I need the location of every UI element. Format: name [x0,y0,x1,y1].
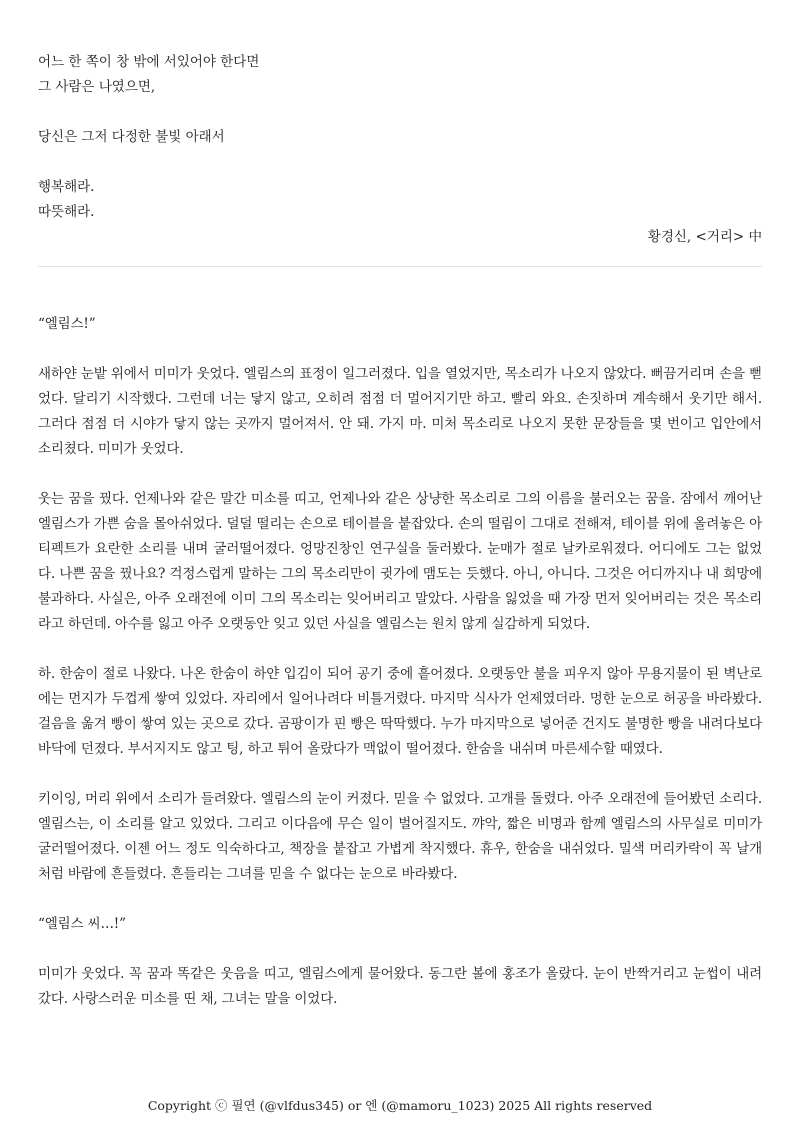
story-paragraph: 미미가 웃었다. 꼭 꿈과 똑같은 웃음을 띠고, 엘림스에게 물어왔다. 동그란 볼에 홍조가 올랐다. 눈이 반짝거리고 눈썹이 내려갔다. 사랑스러운 미소를 띤 채, 그녀는 말을 이었다. [38,966,762,1007]
poem-line: 당신은 그저 다정한 불빛 아래서 [38,129,225,145]
poem-line: 그 사람은 나였으면, [38,79,156,95]
story-paragraph: 새하얀 눈밭 위에서 미미가 웃었다. 엘림스의 표정이 일그러졌다. 입을 열었지만, 목소리가 나오지 않았다. 뻐끔거리며 손을 뻗었다. 달리기 시작했다. 그런데 너는 닿지 않고, 오히려 점점 더 멀어지기만 하고. 빨리 와요. 손짓하며 계속해서 웃기만 해서. 그러다 점점 더 시야가 닿지 않는 곳까지 멀어져서. 안 돼. 가지 마. 미처 목소리로 나오지 못한 문장들을 몇 번이고 입안에서 소리쳤다. 미미가 웃었다. [38,366,762,457]
copyright-footer: Copyright ⓒ 필연 (@vlfdus345) or 엔 (@mamoru_1023) 2025 All rights reserved [147,1098,653,1113]
poem-line: 행복해라. [38,179,95,195]
story-paragraph: 하. 한숨이 절로 나왔다. 나온 한숨이 하얀 입김이 되어 공기 중에 흩어졌다. 오랫동안 불을 피우지 않아 무용지물이 된 벽난로에는 먼지가 두껍게 쌓여 있었다. 자리에서 일어나려다 비틀거렸다. 마지막 식사가 언제였더라. 멍한 눈으로 허공을 바라봤다. 걸음을 옮겨 빵이 쌓여 있는 곳으로 갔다. 곰팡이가 핀 빵은 딱딱했다. 누가 마지막으로 넣어준 건지도 불명한 빵을 내려다보다 바닥에 던졌다. 부서지지도 않고 팅, 하고 튀어 올랐다가 맥없이 떨어졌다. 한숨을 내쉬며 마른세수할 때였다. [38,666,762,757]
section-divider [38,266,762,267]
story-body [38,312,762,1012]
story-paragraph: 키이잉, 머리 위에서 소리가 들려왔다. 엘림스의 눈이 커졌다. 믿을 수 없었다. 고개를 돌렸다. 아주 오래전에 들어봤던 소리다. 엘림스는, 이 소리를 알고 있었다. 그리고 이다음에 무슨 일이 벌어질지도. 꺄악, 짧은 비명과 함께 엘림스의 사무실로 미미가 굴러떨어졌다. 이젠 어느 정도 익숙하다고, 책장을 붙잡고 가볍게 착지했다. 휴우, 한숨을 내쉬었다. 밀색 머리카락이 꼭 날개처럼 바람에 흔들렸다. 흔들리는 그녀를 믿을 수 없다는 눈으로 바라봤다. [38,791,762,882]
story-paragraph: 웃는 꿈을 꿨다. 언제나와 같은 말간 미소를 띠고, 언제나와 같은 상냥한 목소리로 그의 이름을 불러오는 꿈을. 잠에서 깨어난 엘림스가 가쁜 숨을 몰아쉬었다. 덜덜 떨리는 손으로 테이블을 붙잡았다. 손의 떨림이 그대로 전해져, 테이블 위에 올려놓은 아티펙트가 요란한 소리를 내며 굴러떨어졌다. 엉망진창인 연구실을 둘러봤다. 눈매가 절로 날카로워졌다. 어디에도 그는 없었다. 나쁜 꿈을 꿨나요? 걱정스럽게 말하는 그의 목소리만이 귓가에 맴도는 듯했다. 아니, 아니다. 그것은 어디까지나 내 희망에 불과하다. 사실은, 아주 오래전에 이미 그의 목소리는 잊어버리고 말았다. 사람을 잃었을 때 가장 먼저 잊어버리는 것은 목소리라고 하던데. 아수를 잃고 아주 오랫동안 잊고 있던 사실을 엘림스는 원치 않게 실감하게 되었다. [38,491,762,632]
poem-stanza [38,175,762,225]
poem-attribution: 황경신, <거리> 中 [647,229,762,245]
poem-stanza [38,125,762,150]
document-page [38,50,762,1037]
poem-stanza [38,50,762,100]
story-paragraph: “엘림스 씨…!” [38,916,126,932]
epigraph-poem [38,50,762,250]
poem-line: 따뜻해라. [38,204,95,220]
poem-line: 어느 한 쪽이 창 밖에 서있어야 한다면 [38,54,260,70]
story-paragraph: “엘림스!” [38,316,96,332]
